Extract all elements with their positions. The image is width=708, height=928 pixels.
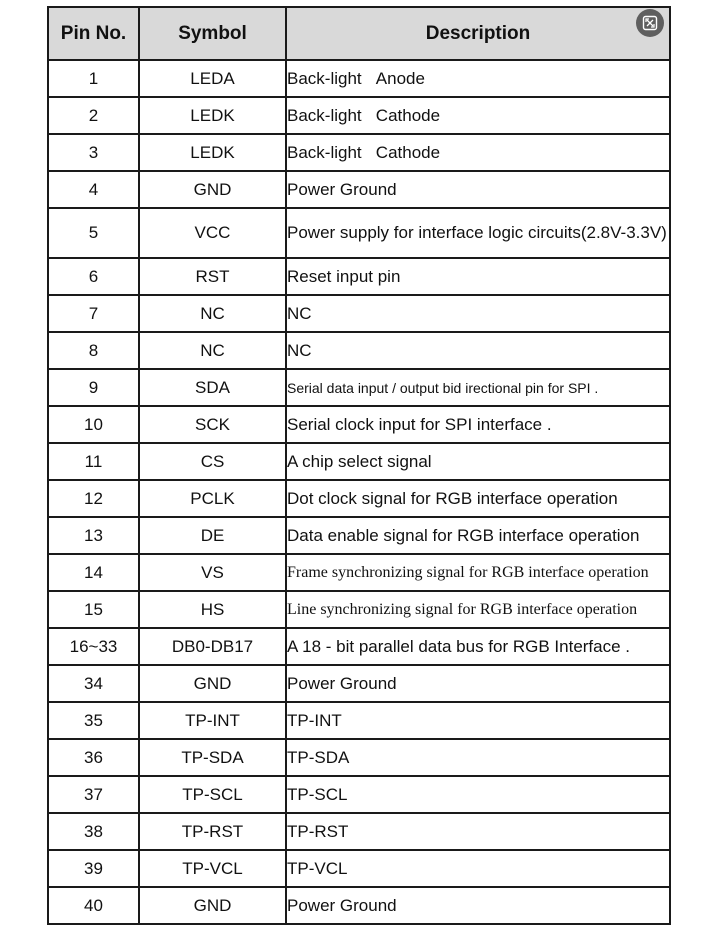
pin-description: Back-light Cathode [286, 97, 670, 134]
zoom-button[interactable] [636, 9, 664, 37]
expand-icon [642, 15, 658, 31]
header-description: Description [286, 7, 670, 60]
pin-number: 38 [48, 813, 139, 850]
pin-symbol: SCK [139, 406, 286, 443]
pin-symbol: NC [139, 295, 286, 332]
pin-symbol: HS [139, 591, 286, 628]
table-row [48, 60, 670, 97]
pin-description: TP-INT [286, 702, 670, 739]
table-row [48, 97, 670, 134]
pin-number: 1 [48, 60, 139, 97]
pin-description: Data enable signal for RGB interface operation [286, 517, 670, 554]
table-row [48, 443, 670, 480]
table-row [48, 332, 670, 369]
pin-description: Back-light Anode [286, 60, 670, 97]
pin-description: Frame synchronizing signal for RGB interface operation [286, 554, 670, 591]
pin-description: NC [286, 332, 670, 369]
table-row [48, 850, 670, 887]
pin-description: NC [286, 295, 670, 332]
pin-symbol: DE [139, 517, 286, 554]
table-row [48, 591, 670, 628]
pin-number: 13 [48, 517, 139, 554]
pin-symbol: GND [139, 887, 286, 924]
pin-number: 4 [48, 171, 139, 208]
pin-symbol: NC [139, 332, 286, 369]
pin-number: 16~33 [48, 628, 139, 665]
pin-number: 8 [48, 332, 139, 369]
pin-table [47, 6, 671, 925]
pin-number: 35 [48, 702, 139, 739]
pin-description: Line synchronizing signal for RGB interface operation [286, 591, 670, 628]
table-row [48, 813, 670, 850]
pin-description: TP-SCL [286, 776, 670, 813]
pin-number: 39 [48, 850, 139, 887]
pin-description: Power supply for interface logic circuits(2.8V-3.3V) [286, 208, 670, 258]
table-row [48, 554, 670, 591]
pin-symbol: PCLK [139, 480, 286, 517]
table-row [48, 665, 670, 702]
pin-symbol: TP-INT [139, 702, 286, 739]
pin-symbol: VCC [139, 208, 286, 258]
table-header-row [48, 7, 670, 60]
table-row [48, 628, 670, 665]
pin-description: Dot clock signal for RGB interface operation [286, 480, 670, 517]
pin-number: 40 [48, 887, 139, 924]
pin-number: 5 [48, 208, 139, 258]
table-row [48, 480, 670, 517]
pin-symbol: SDA [139, 369, 286, 406]
pin-number: 37 [48, 776, 139, 813]
pin-number: 12 [48, 480, 139, 517]
pin-number: 11 [48, 443, 139, 480]
table-row [48, 258, 670, 295]
pin-symbol: GND [139, 171, 286, 208]
pin-symbol: DB0-DB17 [139, 628, 286, 665]
pin-symbol: CS [139, 443, 286, 480]
pin-number: 36 [48, 739, 139, 776]
table-row [48, 134, 670, 171]
table-row [48, 208, 670, 258]
pin-number: 15 [48, 591, 139, 628]
pin-number: 7 [48, 295, 139, 332]
pin-symbol: TP-RST [139, 813, 286, 850]
pin-description: Reset input pin [286, 258, 670, 295]
header-pin: Pin No. [48, 7, 139, 60]
pin-number: 3 [48, 134, 139, 171]
table-row [48, 702, 670, 739]
pin-number: 2 [48, 97, 139, 134]
pin-symbol: LEDK [139, 134, 286, 171]
pin-description: A 18 - bit parallel data bus for RGB Interface . [286, 628, 670, 665]
pin-symbol: GND [139, 665, 286, 702]
pin-description: Serial data input / output bid irectional pin for SPI . [286, 369, 670, 406]
pin-number: 10 [48, 406, 139, 443]
pin-description: A chip select signal [286, 443, 670, 480]
table-row [48, 887, 670, 924]
pin-description: Power Ground [286, 171, 670, 208]
pin-symbol: TP-VCL [139, 850, 286, 887]
pin-description: TP-SDA [286, 739, 670, 776]
pin-description: Serial clock input for SPI interface . [286, 406, 670, 443]
header-symbol: Symbol [139, 7, 286, 60]
pin-description: Power Ground [286, 887, 670, 924]
table-row [48, 295, 670, 332]
table-row [48, 739, 670, 776]
pin-description: Back-light Cathode [286, 134, 670, 171]
table-row [48, 171, 670, 208]
pin-symbol: TP-SCL [139, 776, 286, 813]
pin-description: TP-RST [286, 813, 670, 850]
pin-symbol: VS [139, 554, 286, 591]
pin-number: 34 [48, 665, 139, 702]
table-row [48, 369, 670, 406]
pin-number: 9 [48, 369, 139, 406]
pin-symbol: LEDK [139, 97, 286, 134]
pin-symbol: RST [139, 258, 286, 295]
pin-symbol: LEDA [139, 60, 286, 97]
table-row [48, 406, 670, 443]
pin-description: TP-VCL [286, 850, 670, 887]
pin-description: Power Ground [286, 665, 670, 702]
table-row [48, 517, 670, 554]
pin-number: 6 [48, 258, 139, 295]
pin-number: 14 [48, 554, 139, 591]
table-row [48, 776, 670, 813]
pin-symbol: TP-SDA [139, 739, 286, 776]
